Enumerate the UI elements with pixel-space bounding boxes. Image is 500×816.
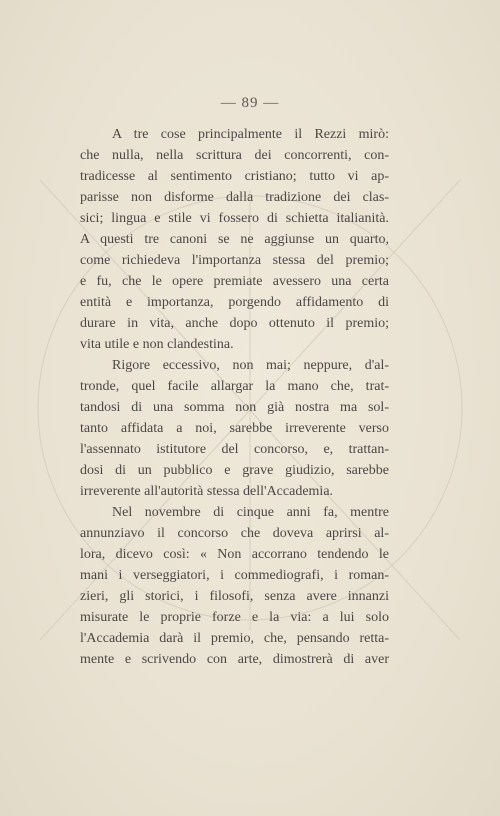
text-line: tanto affidata a noi, sarebbe irreverente verso — [80, 421, 389, 436]
text-line: Rigore eccessivo, non mai; neppure, d'al- — [112, 358, 389, 373]
paragraph-2 — [80, 355, 389, 502]
text-line: tradicesse al sentimento cristiano; tutto vi ap- — [80, 169, 389, 184]
text-line: A tre cose principalmente il Rezzi mirò: — [112, 127, 389, 142]
text-line: che nulla, nella scrittura dei concorrenti, con- — [80, 148, 389, 163]
text-line: irreverente all'autorità stessa dell'Accademia. — [80, 484, 334, 499]
text-line: dosi di un pubblico e grave giudizio, sarebbe — [80, 463, 389, 478]
text-line: A questi tre canoni se ne aggiunse un quarto, — [80, 232, 389, 247]
page-number: — 89 — — [220, 95, 280, 111]
text-line: annunziavo il concorso che doveva aprirsi al- — [80, 526, 389, 541]
text-line: sici; lingua e stile vi fossero di schietta italianità. — [80, 211, 389, 226]
text-line: parisse non disforme dalla tradizione dei clas- — [80, 190, 389, 205]
text-line: l'Accademia darà il premio, che, pensando retta- — [80, 631, 389, 646]
text-line: zieri, gli storici, i filosofi, senza avere innanzi — [80, 589, 389, 604]
text-line: durare in vita, anche dopo ottenuto il premio; — [80, 316, 389, 331]
text-line: Nel novembre di cinque anni fa, mentre — [112, 505, 389, 520]
text-line: tronde, quel facile allargar la mano che, trat- — [80, 379, 389, 394]
text-line: come richiedeva l'importanza stessa del premio; — [80, 253, 389, 268]
text-line: l'assennato istitutore del concorso, e, trattan- — [80, 442, 389, 457]
body-text — [80, 124, 389, 670]
text-line: mani i verseggiatori, i commediografi, i roman- — [80, 568, 389, 583]
text-line: e fu, che le opere premiate avessero una certa — [80, 274, 389, 289]
paragraph-3 — [80, 502, 389, 670]
text-line: vita utile e non clandestina. — [80, 337, 234, 352]
text-line: entità e importanza, porgendo affidamento di — [80, 295, 389, 310]
paragraph-1 — [80, 124, 389, 355]
text-line: lora, dicevo così: « Non accorrano tendendo le — [80, 547, 389, 562]
text-line: mente e scrivendo con arte, dimostrerà di aver — [80, 652, 389, 667]
text-line: tandosi di una somma non già nostra ma sol- — [80, 400, 389, 415]
text-line: misurate le proprie forze e la via: a lui solo — [80, 610, 389, 625]
